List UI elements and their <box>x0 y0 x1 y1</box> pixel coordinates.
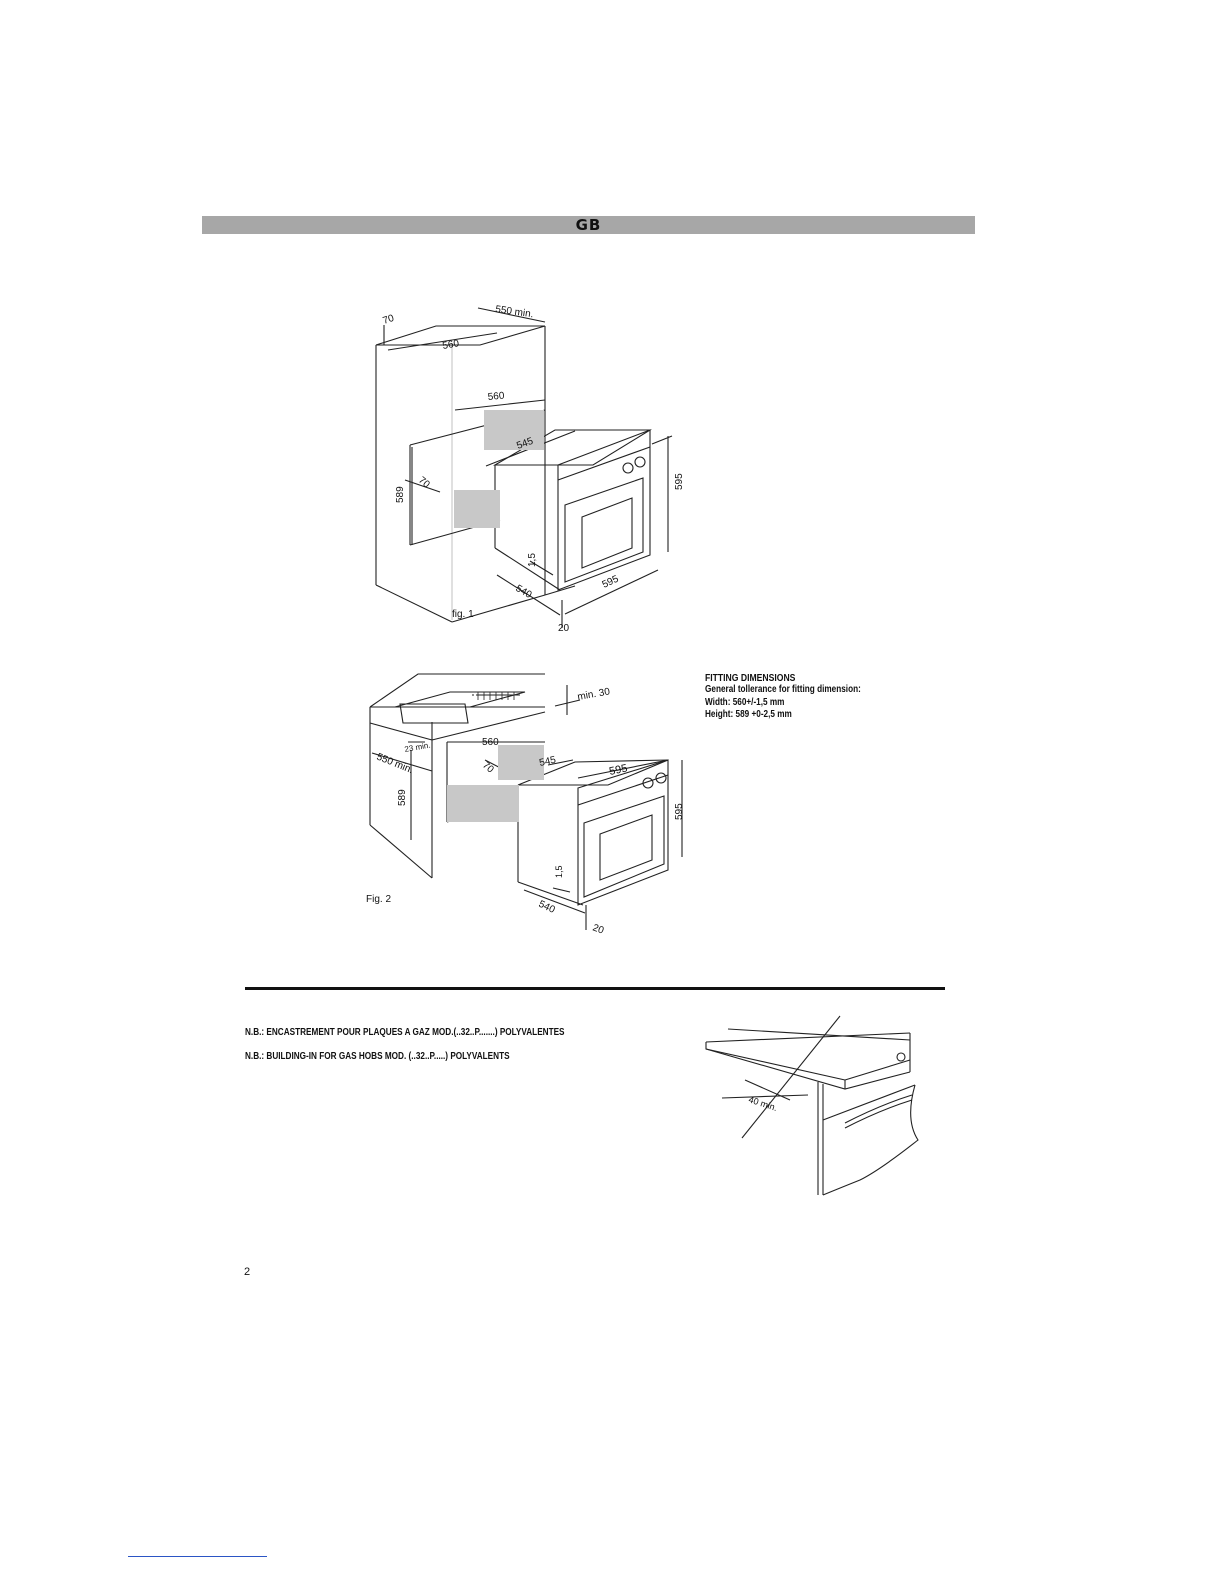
fig2-dim-550min: 550 min. <box>374 751 415 777</box>
fitting-width: Width: 560+/-1,5 mm <box>705 696 785 708</box>
fig1-dim-595-height: 595 <box>674 473 685 490</box>
fitting-tolerance: General tollerance for fitting dimension: <box>705 684 861 696</box>
fig1-dim-550min: 550 min. <box>494 304 535 321</box>
fig3-dim-40min: 40 min. <box>747 1094 779 1114</box>
fig1-dim-70-top: 70 <box>381 312 396 327</box>
fig2-dim-595-width: 595 <box>608 762 629 778</box>
fitting-title: FITTING DIMENSIONS <box>705 672 796 684</box>
fig1-dim-560-top: 560 <box>441 338 460 352</box>
fitting-height: Height: 589 +0-2,5 mm <box>705 709 792 721</box>
fig2-dim-20: 20 <box>590 922 606 937</box>
fig1-dim-1-5: 1,5 <box>527 553 538 567</box>
section-label: GB <box>575 216 602 234</box>
note-gb: N.B.: BUILDING-IN FOR GAS HOBS MOD. (..32..P.....) POLYVALENTS <box>245 1051 510 1062</box>
fig2-dim-70: 70 <box>480 759 496 776</box>
footer-link-line <box>128 1556 267 1557</box>
fig2-dim-545: 545 <box>538 754 557 769</box>
fig2-caption: Fig. 2 <box>366 894 392 905</box>
fig1-dim-545: 545 <box>515 435 535 452</box>
fig2-dim-540: 540 <box>536 898 557 916</box>
fig1-dim-20: 20 <box>558 623 570 634</box>
fig2-dim-589: 589 <box>397 789 408 806</box>
fig1-dim-589: 589 <box>395 486 406 503</box>
fig1-dim-560-mid: 560 <box>487 390 505 403</box>
fig2-dim-560: 560 <box>482 737 499 748</box>
fig1-dim-70-side: 70 <box>416 474 432 491</box>
fig2-dim-min30: min. 30 <box>576 686 611 703</box>
page-number: 2 <box>244 1266 251 1278</box>
fig1-caption: fig. 1 <box>452 609 474 620</box>
fig2-dim-595-height: 595 <box>674 803 685 820</box>
note-fr: N.B.: ENCASTREMENT POUR PLAQUES A GAZ MOD.(..32..P.......) POLYVALENTES <box>245 1027 565 1038</box>
fig1-dim-595-width: 595 <box>600 573 621 591</box>
fig1-dim-540: 540 <box>513 583 534 601</box>
fig2-dim-1-5: 1,5 <box>554 865 564 878</box>
fig2-dim-23min: 23 min. <box>403 740 432 754</box>
